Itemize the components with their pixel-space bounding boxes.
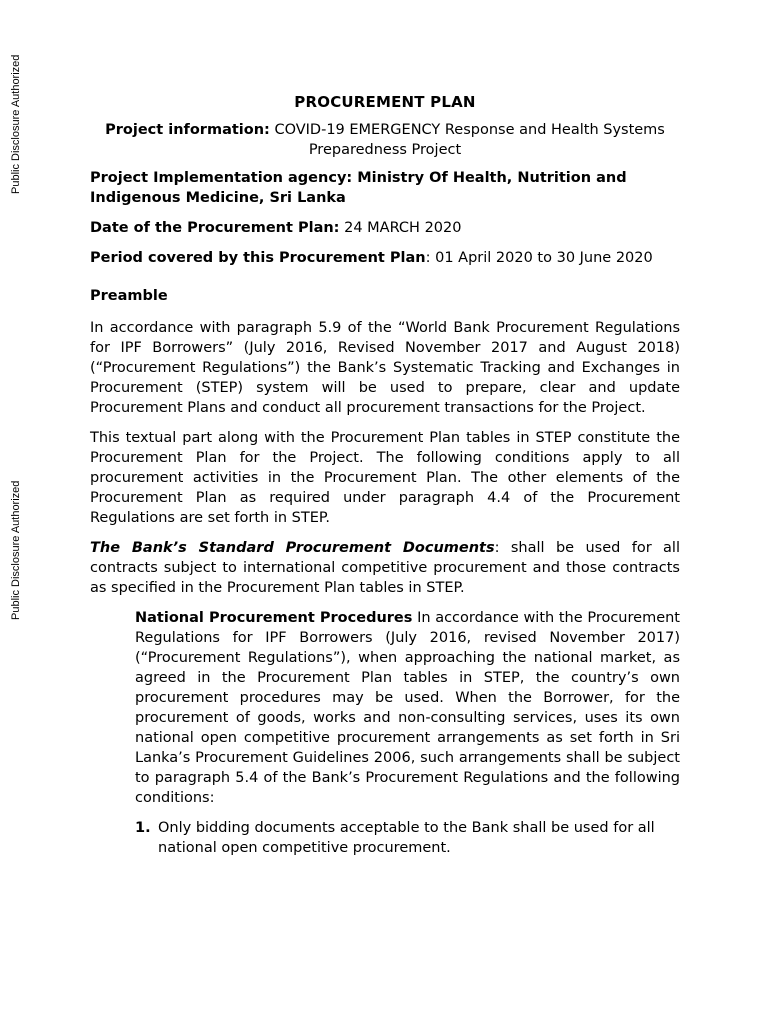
standard-documents-lead: The Bank’s Standard Procurement Documents: [90, 540, 495, 556]
standard-documents-paragraph: [90, 538, 680, 598]
list-item: [135, 818, 680, 858]
list-item-text: Only bidding documents acceptable to the Bank shall be used for all national open competitive procurement.: [158, 820, 655, 856]
preamble-paragraph-2: This textual part along with the Procurement Plan tables in STEP constitute the Procurement Plan for the Project. The following conditions apply to all procurement activities in the Procurement Plan. The other elements of the Procurement Plan as required under paragraph 4.4 of the Procurement Regulations are set forth in STEP.: [90, 430, 680, 526]
plan-date: [90, 218, 680, 238]
national-procedures-text: In accordance with the Procurement Regulations for IPF Borrowers (July 2016, revised November 2017) (“Procurement Regulations”), when approaching the national market, as agreed in the Procurement Plan tables in STEP, the country’s own procurement procedures may be used. When the Borrower, for the procurement of goods, works and non-consulting services, uses its own national open competitive procurement arrangements as set forth in Sri Lanka’s Procurement Guidelines 2006, such arrangements shall be subject to paragraph 5.4 of the Bank’s Procurement Regulations and the following conditions:: [135, 610, 680, 806]
plan-period-label: Period covered by this Procurement Plan: [90, 250, 426, 266]
disclosure-watermark-bottom: Public Disclosure Authorized: [10, 480, 22, 620]
document-page: [90, 92, 680, 858]
plan-period-value: : 01 April 2020 to 30 June 2020: [425, 250, 653, 266]
project-information-text: COVID-19 EMERGENCY Response and Health Systems Preparedness Project: [274, 122, 665, 158]
standard-documents-text: : shall be used for all contracts subject to international competitive procurement and those contracts as specified in the Procurement Plan tables in STEP.: [90, 540, 680, 596]
project-information: [105, 120, 665, 160]
project-information-label: Project information:: [105, 122, 270, 138]
preamble-heading: Preamble: [90, 288, 168, 304]
national-procedures-paragraph: [135, 608, 680, 808]
plan-date-label: Date of the Procurement Plan:: [90, 220, 340, 236]
disclosure-watermark-top: Public Disclosure Authorized: [10, 54, 22, 194]
plan-date-value: 24 MARCH 2020: [344, 220, 462, 236]
national-procedures-lead: National Procurement Procedures: [135, 610, 413, 626]
plan-period: [90, 248, 680, 268]
implementation-agency: Project Implementation agency: Ministry Of Health, Nutrition and Indigenous Medicine, Sri Lanka: [90, 170, 627, 206]
list-item-number: 1.: [135, 820, 151, 836]
preamble-paragraph-1: In accordance with paragraph 5.9 of the “World Bank Procurement Regulations for IPF Borrowers” (July 2016, Revised November 2017 and August 2018) (“Procurement Regulations”) the Bank’s Systematic Tracking and Exchanges in Procurement (STEP) system will be used to prepare, clear and update Procurement Plans and conduct all procurement transactions for the Project.: [90, 320, 680, 416]
document-title: PROCUREMENT PLAN: [294, 93, 476, 111]
